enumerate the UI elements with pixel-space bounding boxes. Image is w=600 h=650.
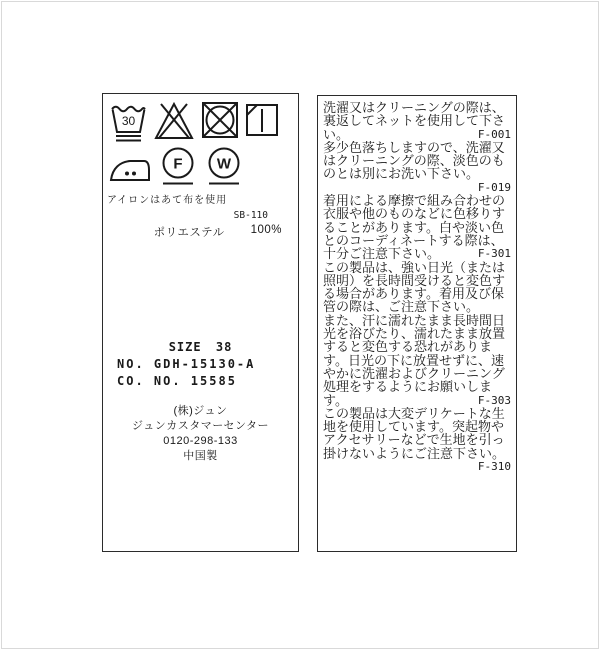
iron-note: アイロンはあて布を使用 <box>107 195 228 206</box>
instruction-code: F-301 <box>477 247 511 261</box>
maker-block <box>103 404 298 464</box>
instruction-code: F-303 <box>477 393 511 407</box>
instruction-code: F-019 <box>477 180 511 194</box>
line-dry-in-shade-icon <box>245 103 279 139</box>
dry-clean-petroleum-mild-icon <box>160 146 196 186</box>
size-line <box>103 340 298 354</box>
wet-clean-mild-icon <box>205 146 243 186</box>
instruction-text: 着用による摩擦で組み合わせの衣服や他のものなどに色移りすることがあります。白や淡い色とのコーディネートする際は、十分ご注意下さい。 <box>323 194 506 261</box>
care-symbols-row-1 <box>109 100 298 142</box>
country-of-origin: 中国製 <box>183 450 218 462</box>
fabric-code: SB-110 <box>233 210 268 221</box>
material-row <box>103 224 298 240</box>
care-symbols-row-2 <box>109 146 298 186</box>
instruction-item <box>323 261 511 314</box>
do-not-bleach-icon <box>153 100 195 142</box>
item-number: NO. GDH-15130-A <box>117 357 256 371</box>
svg-text:30: 30 <box>121 114 136 128</box>
company-number: CO. NO. 15585 <box>117 374 237 388</box>
instruction-text: この製品は、強い日光（または照明）を長時間受けると変色する場合があります。着用及び保管の際は、ご注意下さい。 <box>323 260 506 314</box>
phone-number: 0120-298-133 <box>163 435 238 447</box>
customer-center: ジュンカスタマーセンター <box>131 420 270 432</box>
wash-30-very-mild-icon <box>109 100 148 142</box>
do-not-tumble-dry-icon <box>200 100 240 142</box>
instruction-item <box>323 194 511 260</box>
size-label: SIZE <box>168 340 202 354</box>
instruction-item <box>323 407 511 473</box>
instruction-text: 洗濯又はクリーニングの際は、裏返してネットを使用して下さい。 <box>323 101 506 141</box>
instruction-text: 多少色落ちしますので、洗濯又はクリーニングの際、淡色のものとは別にお洗い下さい。 <box>323 140 505 182</box>
instruction-text: また、汗に濡れたまま長時間日光を浴びたり、濡れたまま放置すると変色する恐れがあります。日光の下に放置せずに、速やかに洗濯およびクリーニング処理をするようにお願いします。 <box>323 313 506 407</box>
instruction-item <box>323 141 511 194</box>
material-name: ポリエステル <box>153 227 225 239</box>
instruction-code: F-310 <box>477 460 511 474</box>
instruction-item <box>323 314 511 407</box>
iron-medium-icon <box>109 149 151 183</box>
size-value: 38 <box>215 340 233 354</box>
instructions-tag <box>317 95 517 552</box>
instruction-text: この製品は大変デリケートな生地を使用しています。突起物やアクセサリーなどで生地を引っ掛けないようにご注意下さい。 <box>323 406 506 461</box>
svg-text:F: F <box>173 155 183 173</box>
instruction-code: F-001 <box>477 127 511 141</box>
material-percent: 100% <box>250 224 282 236</box>
svg-text:W: W <box>216 155 232 173</box>
composition-tag <box>102 93 299 552</box>
maker-name: (株)ジュン <box>173 405 228 417</box>
instruction-item <box>323 101 511 141</box>
